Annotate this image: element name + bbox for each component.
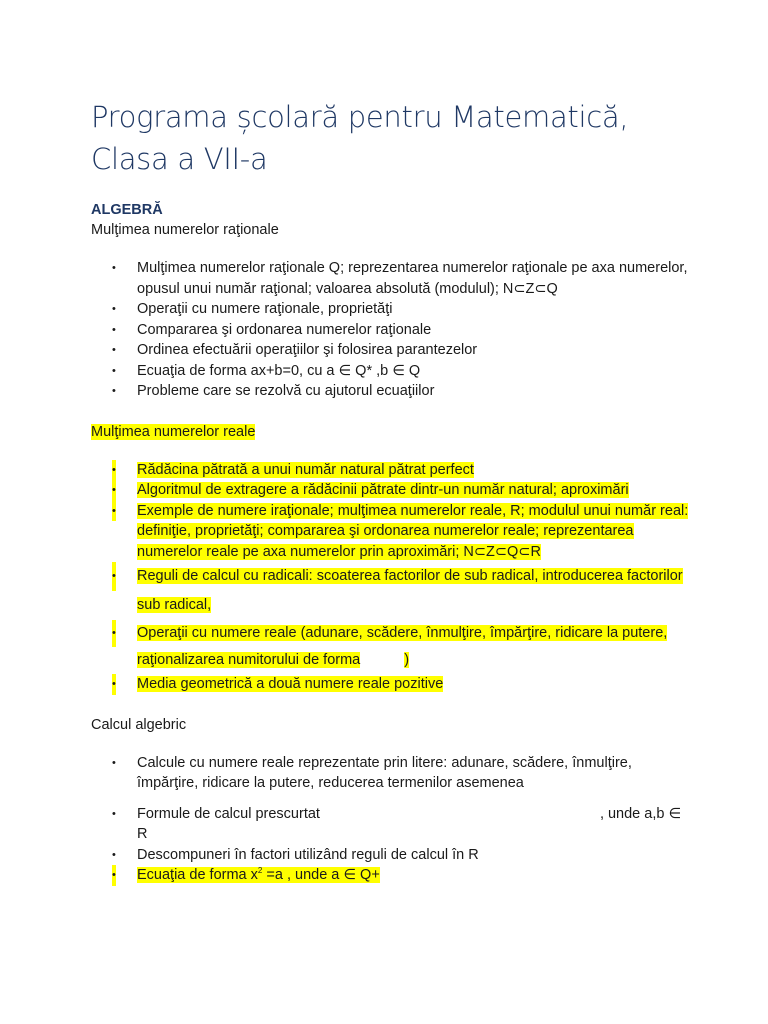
bullet-icon: • <box>112 344 116 356</box>
document-page <box>91 96 691 886</box>
list-item: • Compararea şi ordonarea numerelor raţionale <box>91 320 691 341</box>
list-item: • Ecuaţia de forma $x^2 =a$ , unde a ∈ Q+ <box>91 865 691 886</box>
bullet-icon: • <box>112 620 116 647</box>
list-item: • Algoritmul de extragere a rădăcinii pătrate dintr-un număr natural; aproximări <box>91 480 691 501</box>
bullet-icon: • <box>112 562 116 591</box>
list-item: • Ecuaţia de forma ax+b=0, cu a ∈ Q* ,b ∈ Q <box>91 361 691 382</box>
list-rational-numbers <box>91 258 691 402</box>
page-title: Programa școlară pentru Matematică, Clasa a VII-a <box>91 100 629 176</box>
bullet-icon: • <box>112 501 116 522</box>
list-item: • Ordinea efectuării operaţiilor şi folosirea parantezelor <box>91 340 691 361</box>
bullet-icon: • <box>112 303 116 315</box>
bullet-icon: • <box>112 756 116 769</box>
section-heading-algebra: ALGEBRĂ <box>91 202 163 218</box>
list-item: • Rădăcina pătrată a unui număr natural pătrat perfect <box>91 460 691 481</box>
subheading-algebraic-calculus: Calcul algebric <box>91 716 187 733</box>
bullet-icon: • <box>112 323 116 336</box>
bullet-icon: • <box>112 385 116 397</box>
list-item: • Operaţii cu numere reale (adunare, scădere, înmulţire, împărţire, ridicare la putere, raţionalizarea numitorului de forma ) <box>91 620 691 674</box>
subheading-rational-numbers: Mulţimea numerelor raţionale <box>91 222 279 238</box>
list-item: • Reguli de calcul cu radicali: scoaterea factorilor de sub radical, introducerea factorilor sub radical, <box>91 562 691 620</box>
bullet-icon: • <box>112 674 116 695</box>
list-item: • Media geometrică a două numere reale pozitive <box>91 674 691 695</box>
list-item: • Formule de calcul prescurtat , unde a,b ∈ R <box>112 805 682 842</box>
bullet-icon: • <box>112 460 116 481</box>
subheading-real-numbers: Mulţimea numerelor reale <box>91 423 256 440</box>
list-algebraic-calculus <box>91 753 691 886</box>
list-item: • Probleme care se rezolvă cu ajutorul ecuaţiilor <box>91 381 691 402</box>
bullet-icon: • <box>112 865 116 886</box>
list-item: • Descompuneri în factori utilizând reguli de calcul în R <box>91 845 691 866</box>
list-item: • Exemple de numere iraţionale; mulţimea numerelor reale, R; modulul unui număr real: definiţie, proprietăţi; compararea şi ordonarea numerelor reale; reprezentarea numerelor reale pe axa numerelor prin aproximări; N⊂Z⊂Q⊂R <box>112 502 689 560</box>
bullet-icon: • <box>112 807 116 820</box>
bullet-icon: • <box>112 848 116 861</box>
list-item: • Mulţimea numerelor raţionale Q; reprezentarea numerelor raţionale pe axa numerelor, opusul unui număr raţional; valoarea absolută (modulul); N⊂Z⊂Q <box>112 260 688 297</box>
bullet-icon: • <box>112 480 116 501</box>
bullet-icon: • <box>112 262 116 274</box>
bullet-icon: • <box>112 364 116 377</box>
list-item: • Operaţii cu numere raţionale, proprietăţi <box>91 299 691 320</box>
list-item: • Calcule cu numere reale reprezentate prin litere: adunare, scădere, înmulţire, împărţire, ridicare la putere, reducerea termenilor asemenea <box>112 754 632 791</box>
list-real-numbers <box>91 460 691 695</box>
